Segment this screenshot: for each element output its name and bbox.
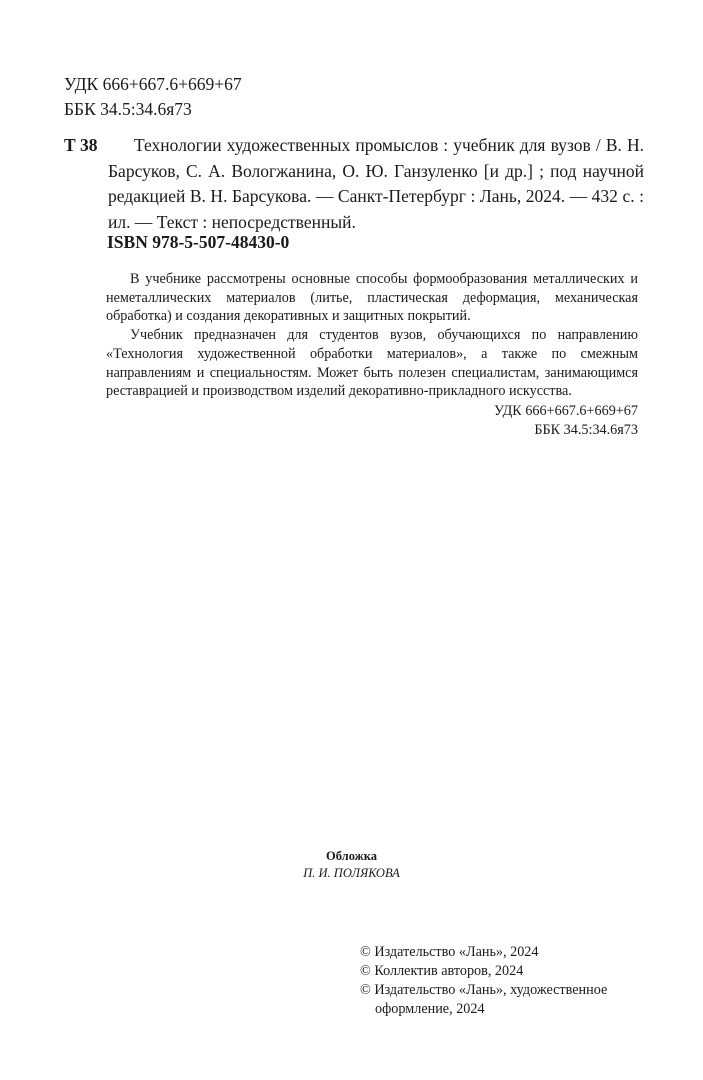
- annotation: [106, 270, 638, 439]
- bibliographic-entry: [64, 133, 644, 235]
- cover-artist: П. И. ПОЛЯКОВА: [303, 866, 400, 880]
- udk-code: УДК 666+667.6+669+67: [64, 74, 242, 94]
- cover-label: Обложка: [326, 849, 377, 863]
- author-mark: Т 38: [64, 135, 98, 155]
- annotation-bbk-code: ББК 34.5:34.6я73: [534, 421, 638, 438]
- copyright-line: © Издательство «Лань», 2024: [360, 944, 539, 960]
- bbk-code: ББК 34.5:34.6я73: [64, 99, 192, 119]
- cover-credit: [0, 848, 703, 882]
- bibliographic-description: Технологии художественных промыслов : учебник для вузов / В. Н. Барсуков, С. А. Вологжанина, О. Ю. Ганзуленко [и др.] ; под научной редакцией В. Н. Барсукова. — Санкт-Петербург : Лань, 2024. — 432 с. : ил. — Текст : непосредственный.: [108, 135, 644, 232]
- copyright-line: © Издательство «Лань», художественное: [360, 982, 608, 998]
- copyright-line: © Коллектив авторов, 2024: [360, 963, 524, 979]
- annotation-paragraph-2: Учебник предназначен для студентов вузов, обучающихся по направлению «Технология художественной обработки материалов», а также по смежным направлениям и специальностям. Может быть полезен специалистам, занимающимся реставрацией и производством изделий декоративно-прикладного искусства.: [106, 327, 638, 400]
- annotation-codes: [106, 402, 638, 439]
- annotation-udk-code: УДК 666+667.6+669+67: [494, 402, 638, 419]
- copyright-notices: [360, 943, 650, 1019]
- isbn: ISBN 978-5-507-48430-0: [107, 232, 290, 252]
- classification-codes: [64, 72, 242, 122]
- annotation-paragraph-1: В учебнике рассмотрены основные способы формообразования металлических и неметаллических материалов (литье, пластическая деформация, механическая обработка) и создания декоративных и защитных покрытий.: [106, 271, 638, 325]
- copyright-line-continuation: оформление, 2024: [375, 1001, 485, 1017]
